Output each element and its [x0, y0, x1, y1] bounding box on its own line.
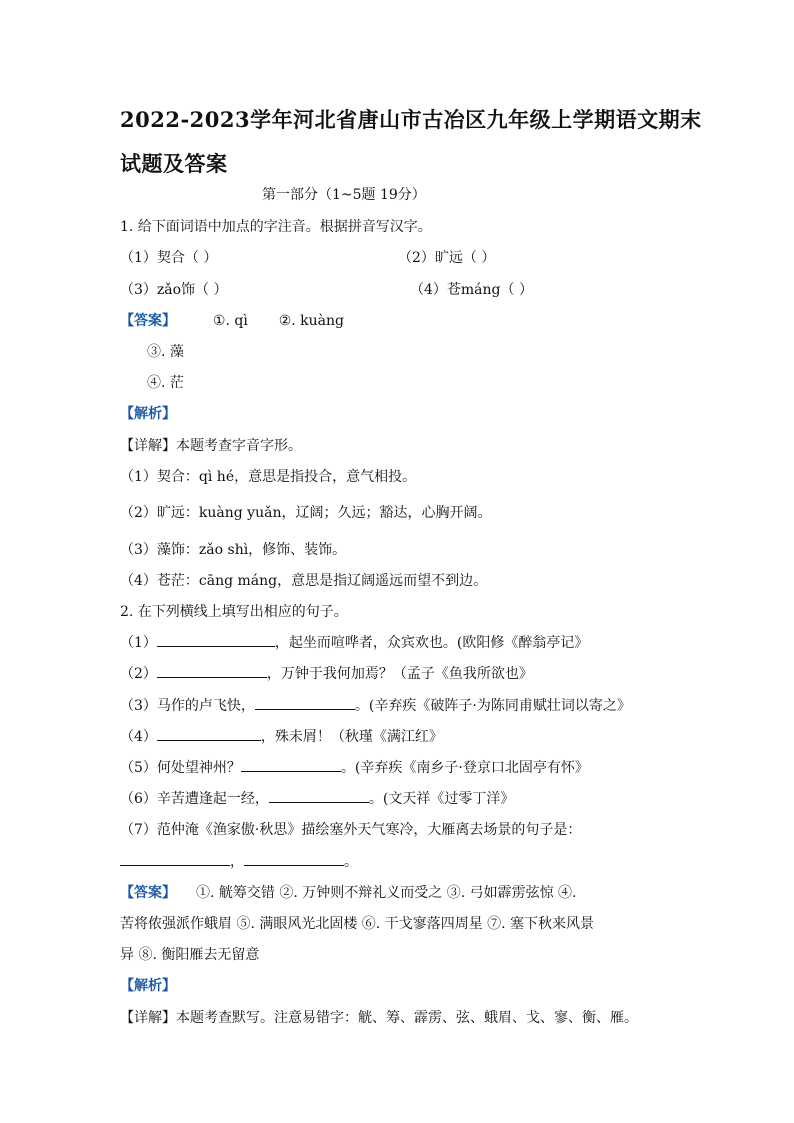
q2-line3 [120, 697, 631, 715]
q2-line5 [120, 759, 589, 777]
q1-detail-3: （3）藻饰：zǎo shì，修饰、装饰。 [120, 542, 347, 558]
q2-line4-text: ，殊未屑！（秋瑾《满江红》 [260, 729, 443, 745]
analysis-tag: 【解析】 [120, 978, 176, 994]
q2-answer-row1 [120, 884, 577, 902]
answer-blank [255, 697, 355, 710]
q2-line4 [120, 728, 443, 746]
q2-line7: （7）范仲淹《渔家傲·秋思》描绘塞外天气寒冷，大雁离去场景的句子是： [120, 822, 582, 838]
answer-tag: 【答案】 [120, 313, 176, 329]
q2-line2 [120, 665, 533, 683]
document-title-line1: 2022-2023学年河北省唐山市古冶区九年级上学期语文期末 [120, 107, 702, 132]
document-title-line2: 试题及答案 [120, 151, 228, 176]
answer-blank [157, 728, 261, 741]
q1-detail-2: （2）旷远：kuàng yuǎn，辽阔；久远；豁达，心胸开阔。 [120, 505, 492, 521]
section-header: 第一部分（1~5题 19分） [262, 187, 426, 203]
analysis-tag: 【解析】 [120, 406, 176, 422]
detail-tag: 【详解】 [120, 438, 176, 454]
q2-line3-text: 。(辛弃疾《破阵子·为陈同甫赋壮词以寄之》 [354, 698, 631, 714]
answer-blank [157, 665, 267, 678]
detail-tag: 【详解】 [120, 1010, 176, 1026]
q2-line4-number: （4） [120, 729, 157, 745]
q2-line8-comma: ， [230, 854, 244, 870]
q1-item2: （2）旷远（ ） [398, 250, 496, 266]
answer-blank [241, 759, 341, 772]
q2-line8-period: 。 [344, 854, 358, 870]
q1-stem: 1. 给下面词语中加点的字注音。根据拼音写汉字。 [120, 219, 432, 235]
answer-blank [269, 790, 369, 803]
q2-detail [120, 1009, 638, 1027]
q2-line2-text: ，万钟于我何加焉？（孟子《鱼我所欲也》 [266, 666, 533, 682]
q1-detail-1: （1）契合：qì hé，意思是指投合，意气相投。 [120, 469, 417, 485]
answer-3: ③. 藻 [147, 344, 184, 360]
q2-line6-lead: （6）辛苦遭逢起一经， [120, 791, 269, 807]
q2-answers-2: 苦将侬强派作蛾眉 ⑤. 满眼风光北固楼 ⑥. 干戈寥落四周星 ⑦. 塞下秋来风景 [120, 916, 595, 932]
q2-line1-number: （1） [120, 635, 157, 651]
q2-line1 [120, 634, 588, 652]
answer-tag: 【答案】 [120, 885, 176, 901]
detail-text: 本题考查默写。注意易错字：觥、筹、霹雳、弦、蛾眉、戈、寥、衡、雁。 [176, 1010, 638, 1026]
q2-line8 [120, 853, 358, 871]
q2-stem: 2. 在下列横线上填写出相应的句子。 [120, 604, 348, 620]
answer-blank [244, 853, 344, 866]
q2-line5-lead: （5）何处望神州？ [120, 760, 241, 776]
q1-detail-4: （4）苍茫：cāng máng，意思是指辽阔遥远而望不到边。 [120, 573, 488, 589]
q2-line2-number: （2） [120, 666, 157, 682]
q1-item1: （1）契合（ ） [120, 250, 218, 266]
detail-text: 本题考查字音字形。 [176, 438, 302, 454]
answer-1: ①. qì [212, 313, 248, 329]
q2-line6 [120, 790, 514, 808]
answer-4: ④. 茫 [147, 375, 184, 391]
q2-answers-3: 异 ⑧. 衡阳雁去无留意 [120, 947, 260, 963]
q1-item3: （3）zǎo饰（ ） [120, 282, 228, 298]
q2-answers-1: ①. 觥筹交错 ②. 万钟则不辩礼义而受之 ③. 弓如霹雳弦惊 ④. [196, 885, 577, 901]
q1-detail [120, 437, 302, 455]
answer-blank [157, 634, 275, 647]
q1-answer-row [120, 312, 344, 330]
q2-line3-lead: （3）马作的卢飞快， [120, 698, 255, 714]
q2-line1-text: ，起坐而喧哗者，众宾欢也。(欧阳修《醉翁亭记》 [274, 635, 589, 651]
q2-line6-text: 。(文天祥《过零丁洋》 [368, 791, 515, 807]
q2-line5-text: 。(辛弃疾《南乡子·登京口北固亭有怀》 [340, 760, 589, 776]
answer-2: ②. kuàng [278, 313, 344, 329]
answer-blank [120, 853, 230, 866]
q1-item4: （4）苍máng（ ） [410, 282, 533, 298]
